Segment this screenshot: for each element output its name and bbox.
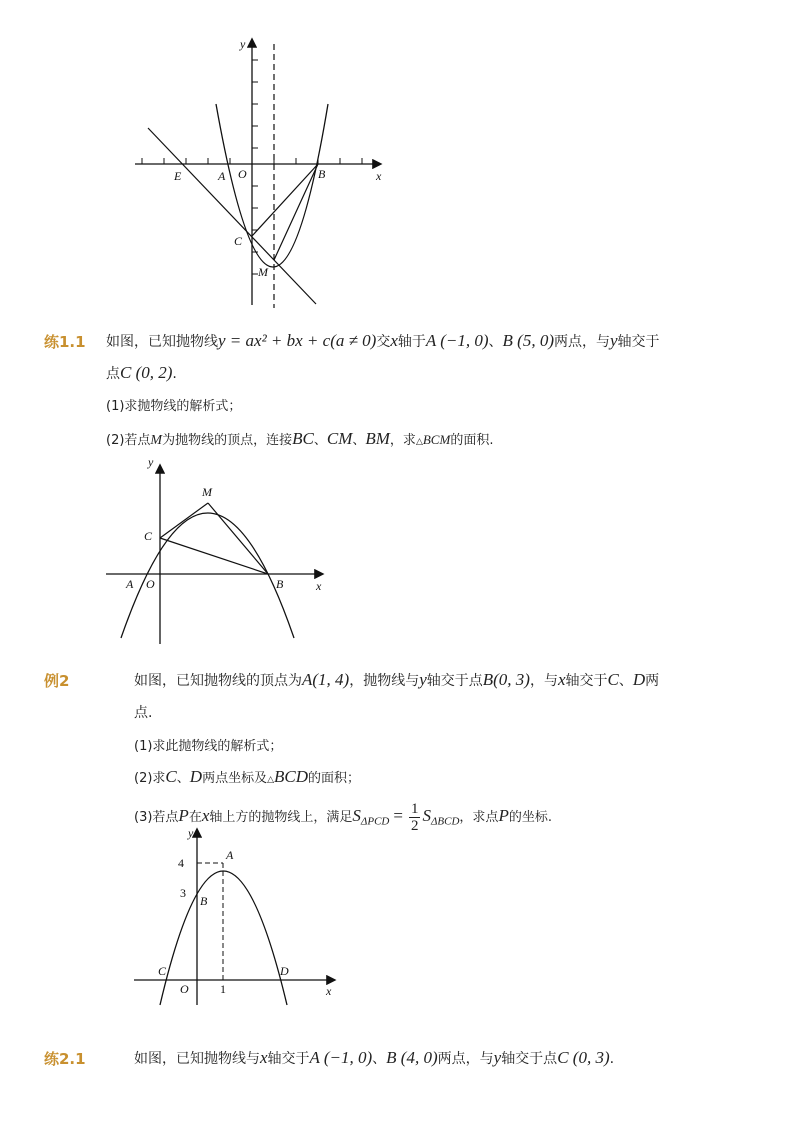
fig1-label-x: x <box>376 169 382 183</box>
ex2-line-2: 点. <box>134 705 153 721</box>
ex2-question-2: (2)求C、D两点坐标及△BCD的面积； <box>134 767 361 786</box>
fig1-label-y: y <box>240 37 246 51</box>
problem-tag-p11: 练1.1 <box>44 333 86 351</box>
fig2-label-A: A <box>126 577 134 591</box>
fig3-label-x: x <box>326 984 332 998</box>
segment-CM <box>160 503 208 538</box>
fig1-label-A: A <box>218 169 226 183</box>
fig3-label-B: B <box>200 894 208 908</box>
fig2-label-y: y <box>148 455 154 469</box>
fig1-label-B: B <box>318 167 326 181</box>
figure-3 <box>130 825 350 1010</box>
fig3-label-D: D <box>280 964 289 978</box>
ex2-question-1: (1)求此抛物线的解析式； <box>134 739 283 754</box>
segment-MB <box>208 503 268 574</box>
parabola <box>216 104 328 267</box>
p11-question-2: (2)若点M为抛物线的顶点，连接BC、CM、BM，求△BCM的面积. <box>106 429 494 448</box>
problem-tag-p21: 练2.1 <box>44 1050 86 1068</box>
problem-tag-ex2: 例2 <box>44 672 70 690</box>
fig2-label-O: O <box>146 577 155 591</box>
figure-1 <box>130 30 400 310</box>
ex2-question-3: (3)若点P在x轴上方的抛物线上，满足$S_{\Delta PCD}$ = $\frac{1}{2}$ $S_{\Delta BCD}$，求点P的坐标. <box>134 801 552 834</box>
fig2-label-B: B <box>276 577 284 591</box>
line-ECM <box>148 128 316 304</box>
fig1-label-E: E <box>174 169 182 183</box>
p11-line-1: 如图，已知抛物线y = ax² + bx + c(a ≠ 0)交x轴于A (−1, 0)、B (5, 0)两点，与y轴交于 <box>106 331 660 350</box>
fig1-label-O: O <box>238 167 247 181</box>
p11-question-1: (1)求抛物线的解析式； <box>106 399 242 414</box>
fig1-label-C: C <box>234 234 243 248</box>
fig3-label-A: A <box>226 848 234 862</box>
fig2-label-C: C <box>144 529 153 543</box>
fig3-label-O: O <box>180 982 189 996</box>
ex2-line-1: 如图，已知抛物线的顶点为A(1, 4)，抛物线与y轴交于点B(0, 3)，与x轴交于C、D两 <box>134 670 660 689</box>
fig1-label-M: M <box>258 265 268 279</box>
fig3-label-C: C <box>158 964 167 978</box>
fig3-label-1: 1 <box>220 982 226 996</box>
fig3-label-4: 4 <box>178 856 184 870</box>
segment-MB <box>274 164 318 260</box>
fig2-label-M: M <box>202 485 212 499</box>
fig2-label-x: x <box>316 579 322 593</box>
fig3-label-y: y <box>188 826 194 840</box>
fig3-label-3: 3 <box>180 886 186 900</box>
fraction-one-half: $\frac{1}{2}$ <box>410 801 419 834</box>
figure-2 <box>100 448 340 648</box>
p11-line-2: 点C (0, 2). <box>106 363 177 382</box>
p21-line-1: 如图，已知抛物线与x轴交于A (−1, 0)、B (4, 0)两点，与y轴交于点C (0, 3). <box>134 1048 615 1067</box>
segment-CB <box>160 538 268 574</box>
